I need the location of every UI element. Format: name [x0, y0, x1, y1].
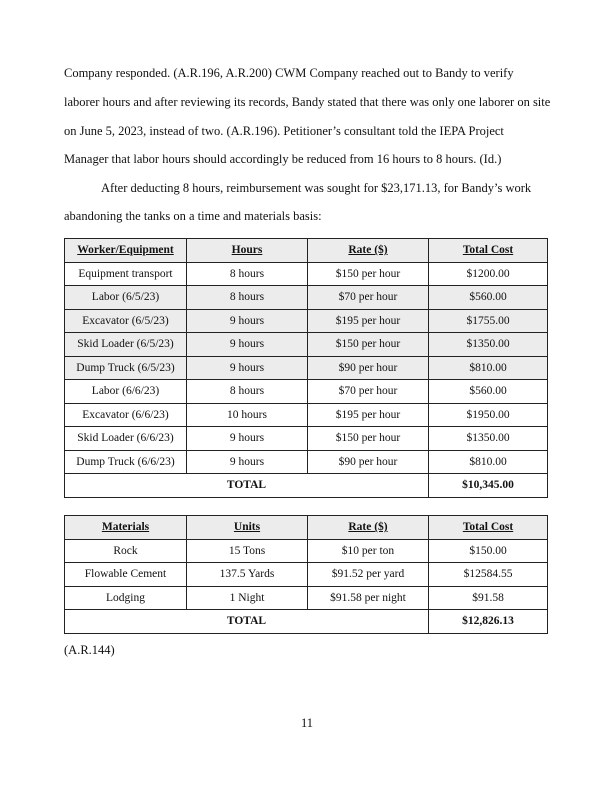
cell-total: $1200.00 — [429, 262, 548, 286]
cell-rate: $150 per hour — [308, 262, 429, 286]
cell-item: Excavator (6/6/23) — [65, 403, 187, 427]
cell-total: $1950.00 — [429, 403, 548, 427]
cell-hours: 9 hours — [187, 309, 308, 333]
cell-total: $91.58 — [429, 586, 548, 610]
cell-rate: $90 per hour — [308, 450, 429, 474]
table-header-row — [65, 239, 548, 263]
cell-item: Labor (6/6/23) — [65, 380, 187, 404]
labor-equipment-table — [64, 238, 548, 498]
cell-total: $1755.00 — [429, 309, 548, 333]
total-value: $10,345.00 — [429, 474, 548, 498]
table-row — [65, 262, 548, 286]
cell-rate: $70 per hour — [308, 380, 429, 404]
table-row — [65, 380, 548, 404]
cell-total: $560.00 — [429, 380, 548, 404]
cell-rate: $195 per hour — [308, 403, 429, 427]
table-row — [65, 356, 548, 380]
cell-hours: 8 hours — [187, 286, 308, 310]
table-row — [65, 403, 548, 427]
cell-rate: $150 per hour — [308, 333, 429, 357]
intro-line-2: abandoning the tanks on a time and materials basis: — [64, 209, 322, 223]
total-label: TOTAL — [65, 474, 429, 498]
cell-rate: $150 per hour — [308, 427, 429, 451]
table-row — [65, 333, 548, 357]
cell-units: 1 Night — [187, 586, 308, 610]
paragraph-line-4: Manager that labor hours should accordingly be reduced from 16 hours to 8 hours. (Id.) — [64, 152, 502, 166]
cell-units: 15 Tons — [187, 539, 308, 563]
cell-item: Dump Truck (6/6/23) — [65, 450, 187, 474]
header-total-cost: Total Cost — [429, 239, 548, 263]
table-row — [65, 586, 548, 610]
cell-units: 137.5 Yards — [187, 563, 308, 587]
total-label: TOTAL — [65, 610, 429, 634]
cell-hours: 9 hours — [187, 450, 308, 474]
cell-total: $12584.55 — [429, 563, 548, 587]
cell-rate: $90 per hour — [308, 356, 429, 380]
table-header-row — [65, 516, 548, 540]
cell-item: Flowable Cement — [65, 563, 187, 587]
cell-hours: 9 hours — [187, 333, 308, 357]
cell-total: $810.00 — [429, 356, 548, 380]
header-rate: Rate ($) — [308, 516, 429, 540]
cell-item: Equipment transport — [65, 262, 187, 286]
cell-hours: 10 hours — [187, 403, 308, 427]
cell-item: Rock — [65, 539, 187, 563]
cell-item: Labor (6/5/23) — [65, 286, 187, 310]
cell-hours: 8 hours — [187, 380, 308, 404]
table-row — [65, 450, 548, 474]
table-row — [65, 427, 548, 451]
cell-total: $560.00 — [429, 286, 548, 310]
cell-item: Skid Loader (6/5/23) — [65, 333, 187, 357]
cell-rate: $195 per hour — [308, 309, 429, 333]
cell-rate: $91.58 per night — [308, 586, 429, 610]
paragraph-line-2: laborer hours and after reviewing its records, Bandy stated that there was only one laborer on site — [64, 95, 551, 109]
header-worker-equipment: Worker/Equipment — [65, 239, 187, 263]
materials-table — [64, 515, 548, 634]
intro-line-1: After deducting 8 hours, reimbursement was sought for $23,171.13, for Bandy’s work — [101, 181, 532, 195]
cell-item: Skid Loader (6/6/23) — [65, 427, 187, 451]
cell-hours: 8 hours — [187, 262, 308, 286]
cell-rate: $10 per ton — [308, 539, 429, 563]
cell-hours: 9 hours — [187, 427, 308, 451]
table-row — [65, 309, 548, 333]
cell-total: $150.00 — [429, 539, 548, 563]
table-total-row — [65, 610, 548, 634]
header-total-cost: Total Cost — [429, 516, 548, 540]
header-hours: Hours — [187, 239, 308, 263]
cell-item: Lodging — [65, 586, 187, 610]
table-total-row — [65, 474, 548, 498]
cell-total: $810.00 — [429, 450, 548, 474]
table-row — [65, 563, 548, 587]
page-number: 11 — [300, 716, 314, 730]
cell-item: Excavator (6/5/23) — [65, 309, 187, 333]
paragraph-line-1: Company responded. (A.R.196, A.R.200) CWM Company reached out to Bandy to verify — [64, 66, 514, 80]
cell-total: $1350.00 — [429, 333, 548, 357]
table-row — [65, 286, 548, 310]
table-row — [65, 539, 548, 563]
header-rate: Rate ($) — [308, 239, 429, 263]
cell-rate: $91.52 per yard — [308, 563, 429, 587]
citation: (A.R.144) — [64, 643, 115, 657]
header-materials: Materials — [65, 516, 187, 540]
paragraph-line-3: on June 5, 2023, instead of two. (A.R.196). Petitioner’s consultant told the IEPA Project — [64, 124, 504, 138]
cell-hours: 9 hours — [187, 356, 308, 380]
cell-rate: $70 per hour — [308, 286, 429, 310]
cell-total: $1350.00 — [429, 427, 548, 451]
header-units: Units — [187, 516, 308, 540]
total-value: $12,826.13 — [429, 610, 548, 634]
cell-item: Dump Truck (6/5/23) — [65, 356, 187, 380]
